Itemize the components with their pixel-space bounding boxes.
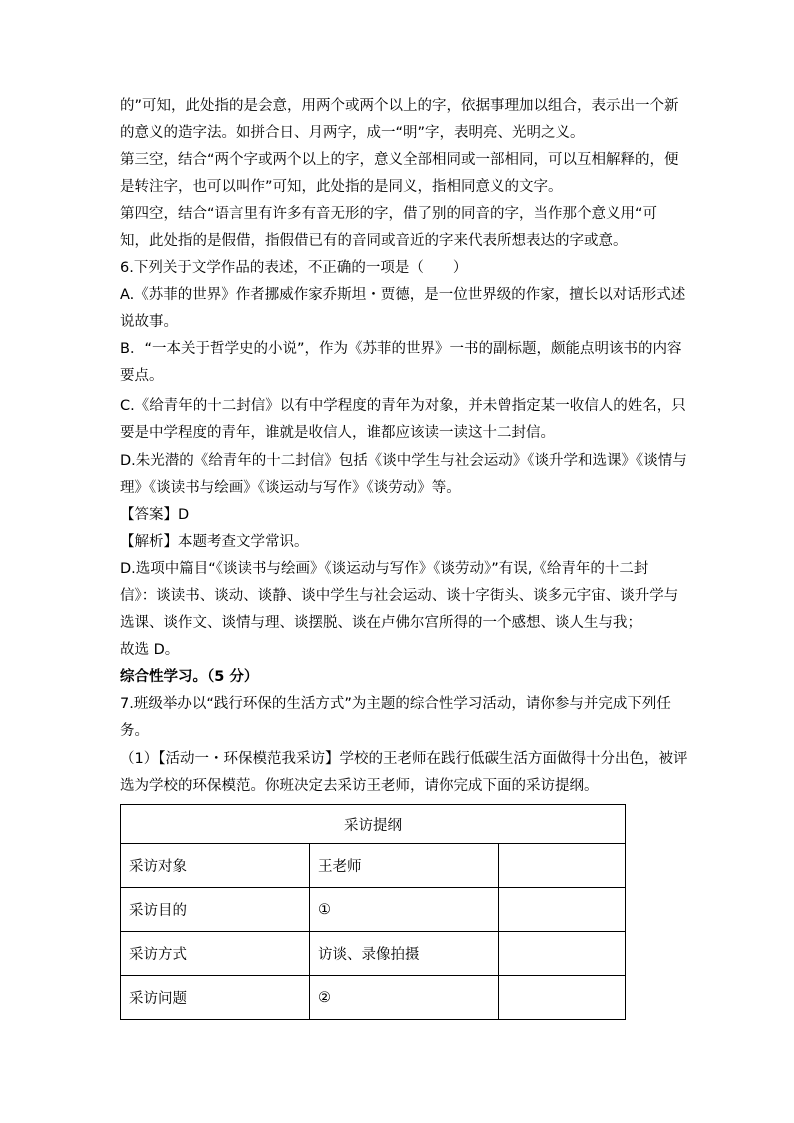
analysis-text: D.选项中篇目“《谈读书与绘画》《谈运动与写作》《谈劳动》”有误,《给青年的十二封 — [120, 561, 649, 577]
text-line: 的意义的造字法。如拼合日、月两字，成一“明”字，表明亮、光明之义。 — [120, 125, 585, 141]
text-line: 的”可知，此处指的是会意，用两个或两个以上的字，依据事理加以组合，表示出一个新 — [120, 98, 679, 114]
task-1-text: 选为学校的环保模范。你班决定去采访王老师，请你完成下面的采访提纲。 — [120, 778, 599, 794]
table-row — [121, 976, 626, 1020]
answer-line: 【答案】D — [120, 507, 190, 523]
question-6-stem: 6.下列关于文学作品的表述，不正确的一项是（ ） — [120, 260, 468, 276]
text-line: 知，此处指的是假借，指假借已有的音同或音近的字来代表所想表达的字或意。 — [120, 233, 628, 249]
option-b: B．“一本关于哲学史的小说”，作为《苏菲的世界》一书的副标题，颇能点明该书的内容 — [120, 341, 682, 357]
question-7-cont: 务。 — [120, 723, 149, 739]
row-label: 采访问题 — [121, 976, 310, 1020]
row-label: 采访目的 — [121, 888, 310, 932]
option-a: A.《苏菲的世界》作者挪威作家乔斯坦・贾德，是一位世界级的作家，擅长以对话形式述 — [120, 287, 686, 303]
analysis-line: 【解析】本题考查文学常识。 — [120, 534, 309, 550]
option-b-cont: 要点。 — [120, 368, 164, 384]
option-d: D.朱光潜的《给青年的十二封信》包括《谈中学生与社会运动》《谈升学和选课》《谈情与 — [120, 453, 687, 469]
row-value: ① — [310, 888, 499, 932]
analysis-text: 信》：谈读书、谈动、谈静、谈中学生与社会运动、谈十字街头、谈多元宇宙、谈升学与 — [120, 588, 679, 604]
text-line: 第三空，结合“两个字或两个以上的字，意义全部相同或一部相同，可以互相解释的，便 — [120, 152, 679, 168]
table-row — [121, 888, 626, 932]
blank-cell — [499, 888, 626, 932]
text-line: 是转注字，也可以叫作”可知，此处指的是同义，指相同意义的文字。 — [120, 179, 563, 195]
section-heading: 综合性学习。（5 分） — [120, 669, 259, 685]
row-value: ② — [310, 976, 499, 1020]
option-d-cont: 理》《谈读书与绘画》《谈运动与写作》《谈劳动》等。 — [120, 480, 461, 496]
option-c: C.《给青年的十二封信》以有中学程度的青年为对象，并未曾指定某一收信人的姓名，只 — [120, 398, 686, 414]
row-value: 访谈、录像拍摄 — [310, 932, 499, 976]
table-caption: 采访提纲 — [121, 805, 626, 844]
question-7-stem: 7.班级举办以“践行环保的生活方式”为主题的综合性学习活动，请你参与并完成下列任 — [120, 696, 671, 712]
table-row — [121, 844, 626, 888]
option-c-cont: 要是中学程度的青年，谁就是收信人，谁都应该读一读这十二封信。 — [120, 425, 555, 441]
blank-cell — [499, 844, 626, 888]
blank-cell — [499, 932, 626, 976]
blank-cell — [499, 976, 626, 1020]
table-row — [121, 932, 626, 976]
interview-outline-table — [120, 804, 626, 1020]
conclusion-line: 故选 D。 — [120, 642, 180, 658]
analysis-text: 选课、谈作文、谈情与理、谈摆脱、谈在卢佛尔宫所得的一个感想、谈人生与我； — [120, 615, 642, 631]
text-line: 第四空，结合“语言里有许多有音无形的字，借了别的同音的字，当作那个意义用“可 — [120, 206, 658, 222]
row-label: 采访对象 — [121, 844, 310, 888]
option-a-cont: 说故事。 — [120, 314, 178, 330]
row-label: 采访方式 — [121, 932, 310, 976]
row-value: 王老师 — [310, 844, 499, 888]
task-1-text: （1）【活动一・环保模范我采访】学校的王老师在践行低碳生活方面做得十分出色，被评 — [120, 751, 688, 767]
